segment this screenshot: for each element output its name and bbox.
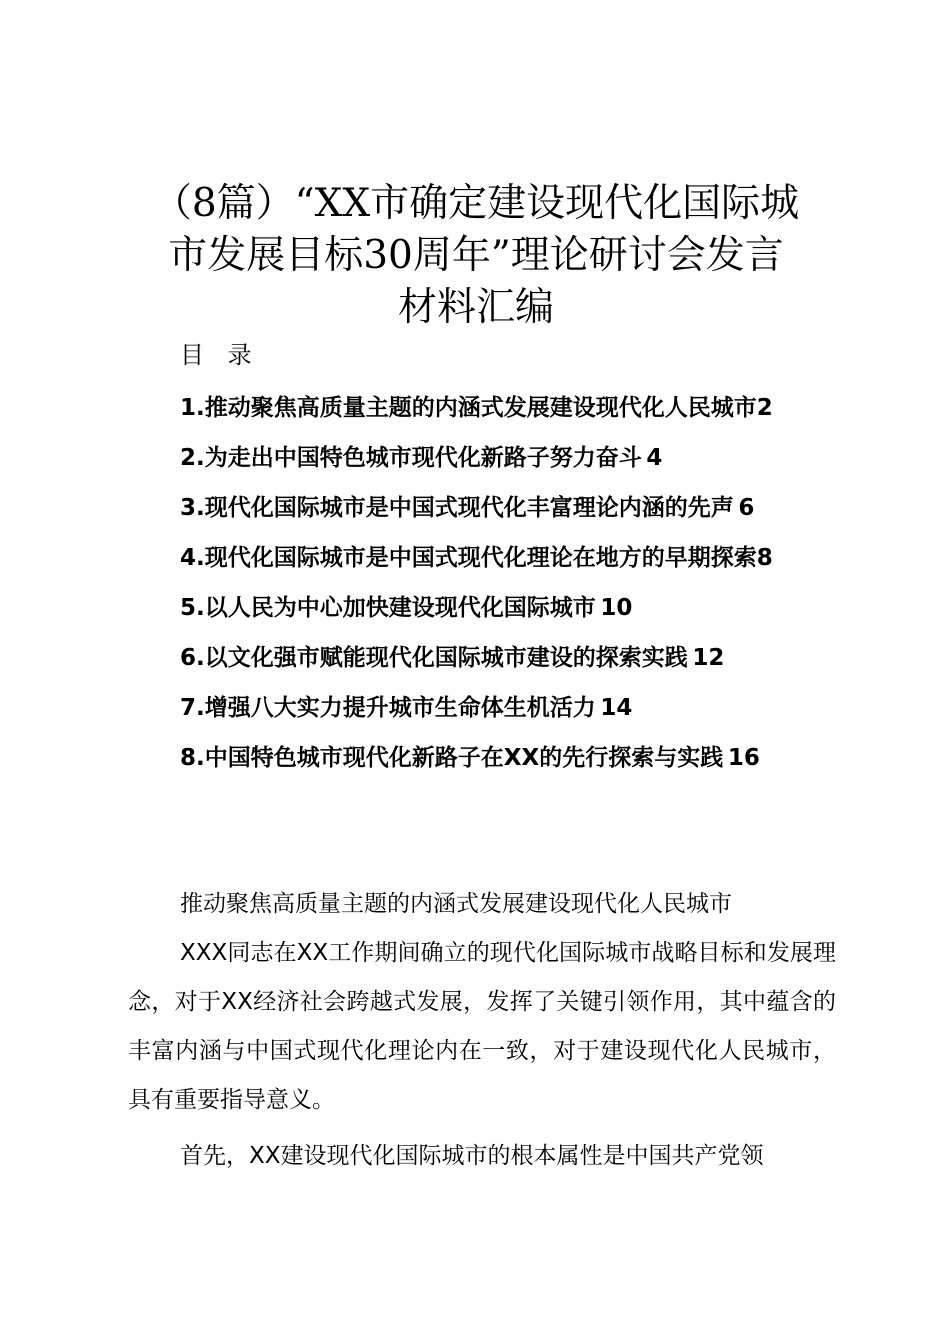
toc-item-page: 12 [692, 645, 725, 671]
toc-item[interactable] [128, 483, 838, 533]
toc-item-page: 14 [600, 695, 633, 721]
toc-item[interactable] [128, 383, 838, 433]
toc-item-label: 6.以文化强市赋能现代化国际城市建设的探索实践 [180, 645, 688, 671]
toc-item[interactable] [128, 683, 838, 733]
toc-item-label: 4.现代化国际城市是中国式现代化理论在地方的早期探索 [180, 545, 757, 571]
section-title: 推动聚焦高质量主题的内涵式发展建设现代化人民城市 [180, 891, 732, 917]
title-line: 材料汇编 [397, 285, 554, 330]
body-paragraph: XXX同志在XX工作期间确立的现代化国际城市战略目标和发展理念，对于XX经济社会跨越式发展，发挥了关键引领作用，其中蕴含的丰富内涵与中国式现代化理论内在一致，对于建设现代化人民城市，具有重要指导意义。 [128, 940, 836, 1113]
toc-item-label: 7.增强八大实力提升城市生命体生机活力 [180, 695, 596, 721]
toc-item-label: 3.现代化国际城市是中国式现代化丰富理论内涵的先声 [180, 495, 734, 521]
toc-item-page: 2 [756, 395, 773, 421]
toc-item[interactable] [128, 733, 838, 783]
table-of-contents [128, 383, 838, 783]
toc-item-label: 8.中国特色城市现代化新路子在XX的先行探索与实践 [180, 745, 724, 771]
toc-item-page: 16 [727, 745, 760, 771]
toc-item[interactable] [128, 433, 838, 483]
title-line: 市发展目标30周年”理论研讨会发言 [168, 233, 784, 278]
document-body [128, 880, 836, 1181]
toc-item-page: 6 [738, 495, 755, 521]
title-line: （8篇）“XX市确定建设现代化国际城 [152, 181, 800, 226]
toc-item[interactable] [128, 533, 838, 583]
document-title [120, 178, 832, 334]
toc-item-label: 2.为走出中国特色城市现代化新路子努力奋斗 [180, 445, 642, 471]
toc-item-page: 10 [600, 595, 633, 621]
toc-item[interactable] [128, 633, 838, 683]
toc-item-label: 5.以人民为中心加快建设现代化国际城市 [180, 595, 596, 621]
body-paragraph: 首先，XX建设现代化国际城市的根本属性是中国共产党领 [180, 1143, 764, 1169]
toc-heading: 目 录 [180, 341, 260, 369]
toc-item[interactable] [128, 583, 838, 633]
toc-item-page: 8 [756, 545, 773, 571]
toc-item-label: 1.推动聚焦高质量主题的内涵式发展建设现代化人民城市 [180, 395, 757, 421]
toc-item-page: 4 [646, 445, 663, 471]
